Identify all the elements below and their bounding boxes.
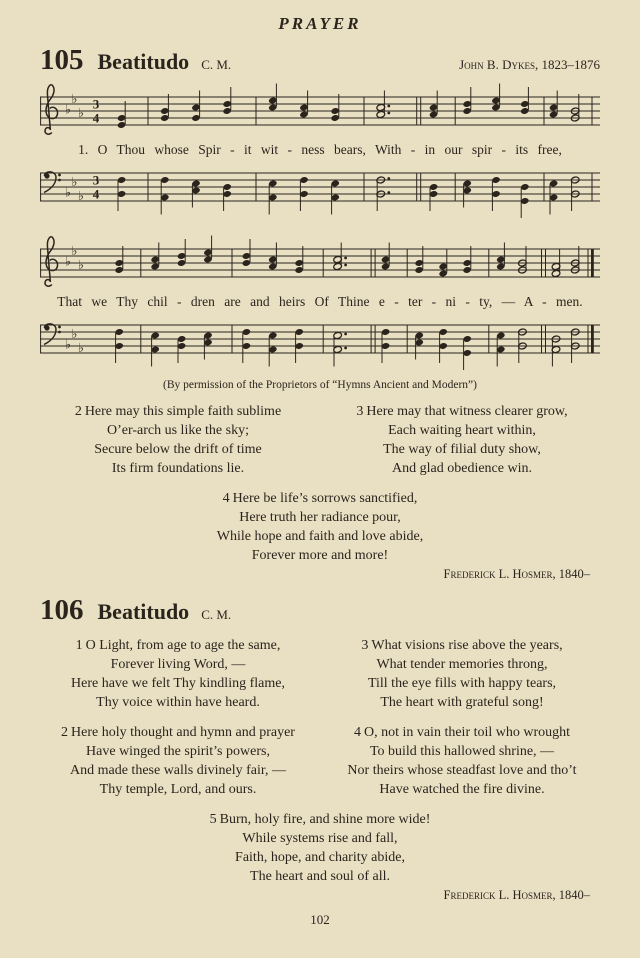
verse-line: While hope and faith and love abide, (216, 529, 424, 544)
verse-number: 5 (209, 812, 217, 827)
hymn-106-verse-row-1 (40, 636, 600, 712)
verse-line: 5 Burn, holy fire, and shine more wide! (209, 812, 431, 827)
composer-credit: John B. Dykes, 1823–1876 (459, 57, 600, 72)
verse-number: 4 (222, 491, 230, 506)
hymn-number: 106 (40, 594, 84, 626)
verse-line: 4 O, not in vain their toil who wrought (353, 725, 571, 740)
verse-4 (324, 723, 600, 799)
verse-line: Secure below the drift of time (94, 442, 262, 457)
verse-line: 3 What visions rise above the years, (361, 638, 563, 653)
verse-number: 2 (74, 404, 82, 419)
verse-line: Till the eye fills with happy tears, (367, 676, 557, 691)
verse-line: Its firm foundations lie. (111, 461, 245, 476)
verse-3 (324, 636, 600, 712)
svg-text:4: 4 (92, 110, 100, 126)
verse-line: And glad obedience win. (392, 461, 532, 476)
verse-line: Here have we felt Thy kindling flame, (71, 676, 285, 691)
music-score (40, 79, 600, 373)
author-credit-105: Frederick L. Hosmer, 1840– (443, 567, 590, 581)
treble-staff-system-1 (40, 79, 600, 145)
hymn-title: Beatitudo (97, 599, 190, 624)
svg-text:♭: ♭ (78, 257, 84, 272)
svg-text:♭: ♭ (71, 174, 78, 189)
svg-text:3: 3 (92, 172, 100, 188)
verse-line: 1 O Light, from age to age the same, (75, 638, 281, 653)
svg-text:♭: ♭ (78, 105, 84, 120)
svg-text:♭: ♭ (65, 336, 71, 352)
verse-2 (40, 402, 316, 478)
verse-4 (140, 489, 500, 565)
lyric-line-1: 1. O Thou whose Spir - it wit - ness bears, With - in our spir - its free, (78, 142, 562, 157)
verse-line: Nor theirs whose steadfast love and tho’t (347, 763, 577, 778)
verse-line: The heart with grateful song! (380, 695, 544, 710)
svg-text:♭: ♭ (78, 188, 84, 203)
permission-note: (By permission of the Proprietors of “Hymns Ancient and Modern”) (163, 379, 477, 391)
svg-text:♭: ♭ (71, 326, 78, 341)
hymn-meter: C. M. (201, 607, 232, 622)
system-gap (40, 221, 600, 231)
verse-number: 4 (353, 725, 361, 740)
svg-text:4: 4 (92, 186, 100, 202)
verse-line: Forever living Word, — (110, 657, 246, 672)
verse-line: 2 Here holy thought and hymn and prayer (61, 725, 295, 740)
svg-text:♭: ♭ (78, 340, 84, 355)
svg-text:♭: ♭ (65, 184, 71, 200)
svg-text:3: 3 (92, 96, 100, 112)
verse-line: The heart and soul of all. (250, 869, 390, 884)
verse-line: To build this hallowed shrine, — (369, 744, 555, 759)
verse-line: 4 Here be life’s sorrows sanctified, (222, 491, 418, 506)
verse-line: Each waiting heart within, (388, 423, 536, 438)
svg-text:♭: ♭ (71, 243, 78, 258)
verse-number: 1 (75, 638, 83, 653)
hymn-106-header (40, 596, 600, 625)
hymn-105-header (40, 46, 600, 75)
page-number: 102 (310, 912, 330, 927)
bass-staff-system-1 (40, 155, 600, 221)
treble-staff-system-2 (40, 231, 600, 297)
hymn-106-verse-row-2 (40, 723, 600, 799)
hymn-meter: C. M. (201, 57, 232, 72)
verse-line: Thy temple, Lord, and ours. (99, 782, 257, 797)
svg-text:♭: ♭ (71, 91, 78, 106)
verse-line: Thy voice within have heard. (96, 695, 260, 710)
verse-line: 2 Here may this simple faith sublime (74, 404, 282, 419)
verse-line: Faith, hope, and charity abide, (235, 850, 405, 865)
verse-3 (324, 402, 600, 478)
verse-line: And made these walls divinely fair, — (70, 763, 286, 778)
svg-text:♭: ♭ (65, 101, 71, 117)
svg-text:♭: ♭ (65, 253, 71, 269)
verse-number: 3 (361, 638, 369, 653)
verse-line: 3 Here may that witness clearer grow, (356, 404, 568, 419)
verse-2 (40, 723, 316, 799)
verse-line: While systems rise and fall, (242, 831, 398, 846)
verse-line: Have winged the spirit’s powers, (86, 744, 270, 759)
verse-5 (140, 810, 500, 886)
running-head: PRAYER (278, 14, 362, 33)
verse-1 (40, 636, 316, 712)
verse-line: Have watched the fire divine. (379, 782, 545, 797)
hymn-105-verse-row (40, 402, 600, 478)
verse-number: 2 (61, 725, 69, 740)
verse-line: The way of filial duty show, (383, 442, 541, 457)
verse-line: O’er-arch us like the sky; (106, 423, 249, 438)
bass-staff-system-2 (40, 307, 600, 373)
verse-number: 3 (356, 404, 364, 419)
verse-line: What tender memories throng, (376, 657, 548, 672)
hymn-number: 105 (40, 44, 84, 76)
hymn-title: Beatitudo (97, 49, 190, 74)
author-credit-106: Frederick L. Hosmer, 1840– (443, 888, 590, 902)
verse-line: Forever more and more! (251, 548, 389, 563)
verse-line: Here truth her radiance pour, (239, 510, 401, 525)
lyric-line-2: That we Thy chil - dren are and heirs Of Thine e - ter - ni - ty, — A - men. (57, 294, 583, 309)
